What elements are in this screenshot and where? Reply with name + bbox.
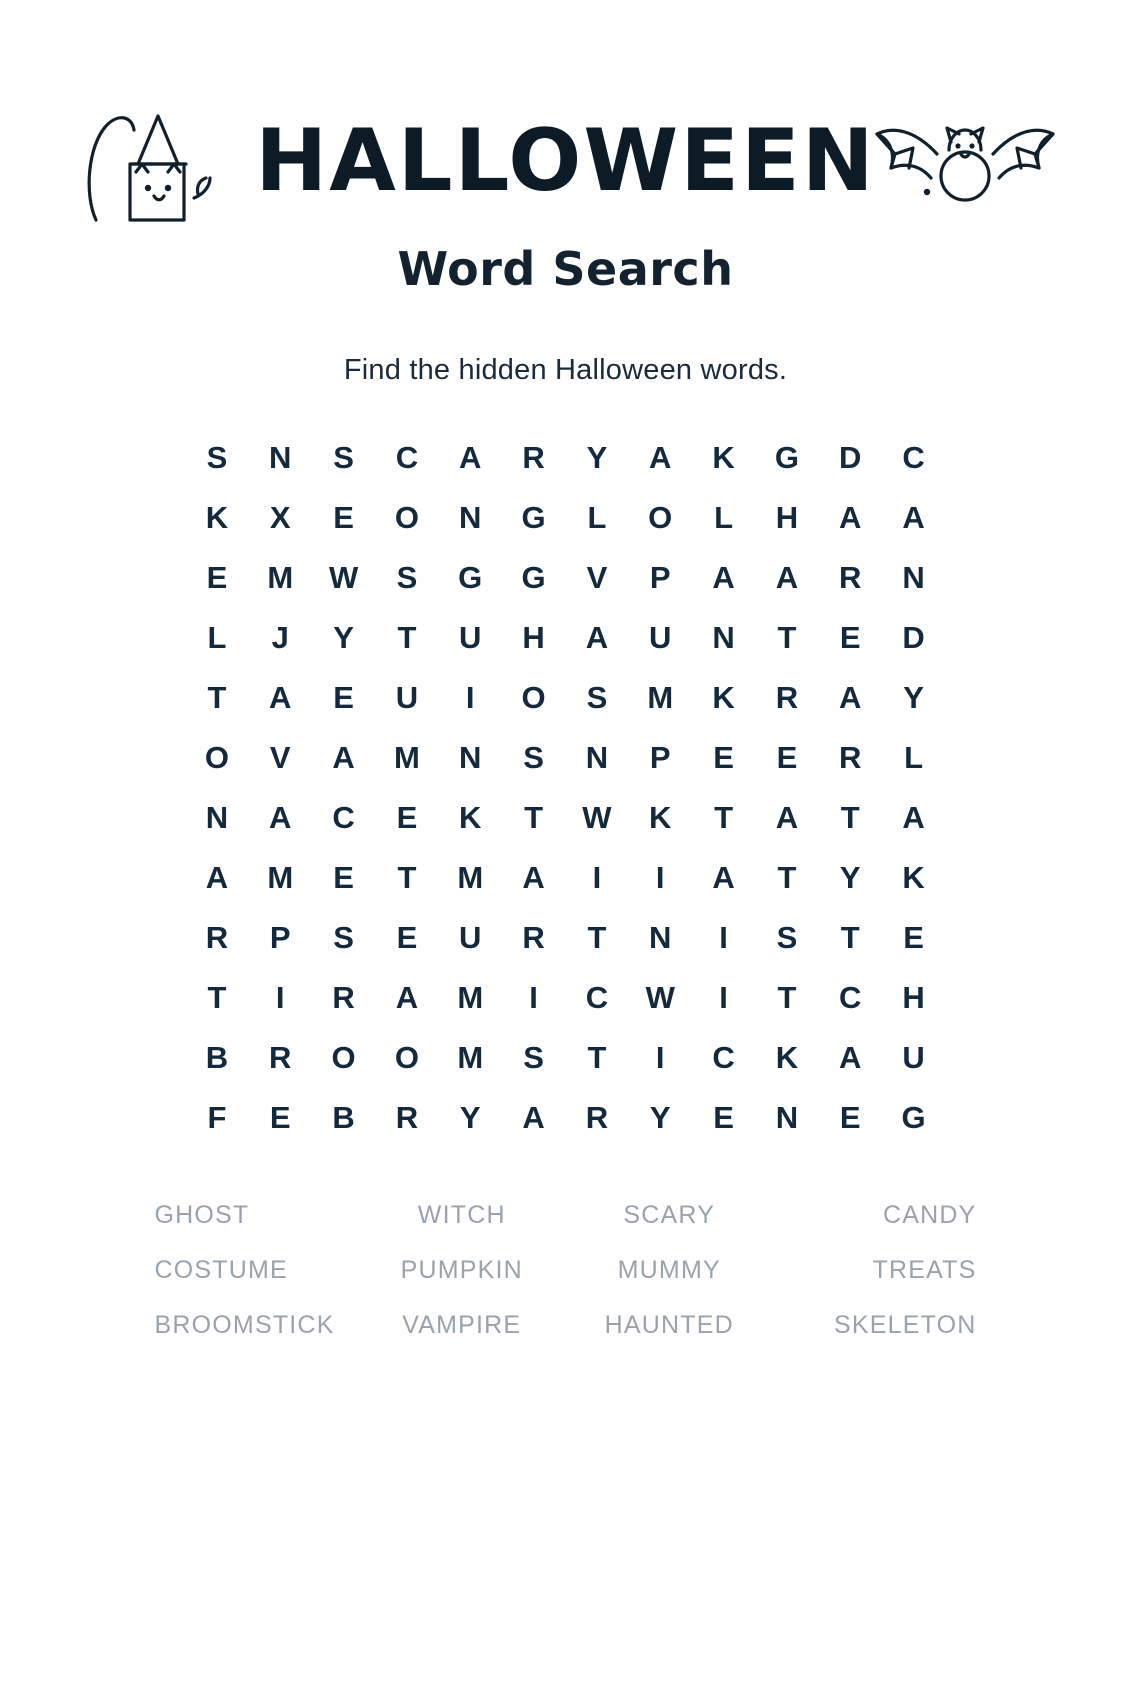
word-list-item: SKELETON — [833, 1311, 977, 1339]
word-list-item: PUMPKIN — [400, 1256, 523, 1284]
word-list-item: TREATS — [872, 1256, 977, 1284]
grid-cell[interactable]: S — [523, 1040, 545, 1075]
grid-cell[interactable]: A — [269, 800, 292, 835]
grid-cell[interactable]: K — [712, 680, 736, 715]
grid-cell[interactable]: T — [524, 800, 544, 835]
grid-cell[interactable]: R — [332, 980, 356, 1015]
grid-cell[interactable]: D — [839, 440, 862, 475]
grid-cell[interactable]: C — [712, 1040, 736, 1075]
grid-cell[interactable]: G — [774, 440, 800, 475]
grid-cell[interactable]: N — [649, 920, 672, 955]
grid-cell[interactable]: E — [333, 500, 355, 535]
grid-cell[interactable]: N — [585, 740, 609, 775]
grid-cell[interactable]: U — [649, 620, 672, 655]
worksheet-page — [0, 96, 1131, 1696]
grid-cell[interactable]: T — [840, 920, 861, 955]
grid-cell[interactable]: B — [332, 1100, 356, 1135]
grid-cell[interactable]: T — [714, 800, 734, 835]
grid-cell[interactable]: M — [457, 860, 484, 895]
grid-cell[interactable]: C — [585, 980, 609, 1015]
grid-cell[interactable]: W — [645, 980, 676, 1015]
grid-cell[interactable]: M — [457, 980, 484, 1015]
header — [0, 96, 1131, 226]
grid-cell[interactable]: S — [396, 560, 418, 595]
grid-cell[interactable]: W — [328, 560, 359, 595]
grid-cell[interactable]: L — [904, 740, 924, 775]
grid-cell[interactable]: R — [839, 740, 862, 775]
page-subtitle: Word Search — [397, 242, 734, 296]
grid-cell[interactable]: A — [269, 680, 292, 715]
grid-cell[interactable]: K — [712, 440, 736, 475]
grid-cell[interactable]: N — [775, 1100, 799, 1135]
grid-cell[interactable]: U — [395, 680, 419, 715]
grid-cell[interactable]: S — [206, 440, 228, 475]
grid-cell[interactable]: O — [394, 500, 420, 535]
grid-cell[interactable]: T — [587, 1040, 607, 1075]
instruction-text: Find the hidden Halloween words. — [343, 354, 788, 386]
grid-cell[interactable]: E — [333, 680, 355, 715]
grid-cell[interactable]: L — [587, 500, 607, 535]
grid-cell[interactable]: O — [204, 740, 230, 775]
grid-cell[interactable]: C — [902, 440, 926, 475]
grid-cell[interactable]: A — [775, 560, 799, 595]
grid-cell[interactable]: O — [394, 1040, 420, 1075]
grid-cell[interactable]: H — [775, 500, 799, 535]
word-list-item: GHOST — [154, 1201, 250, 1229]
grid-cell[interactable]: I — [719, 980, 729, 1015]
grid-cell[interactable]: E — [396, 800, 418, 835]
grid-cell[interactable]: A — [459, 440, 482, 475]
grid-cell[interactable]: X — [269, 500, 292, 535]
grid-cell[interactable]: N — [459, 740, 482, 775]
grid-cell[interactable]: L — [207, 620, 227, 655]
grid-cell[interactable]: A — [839, 500, 862, 535]
grid-cell[interactable]: S — [586, 680, 608, 715]
grid-cell[interactable]: R — [522, 920, 546, 955]
grid-cell[interactable]: M — [393, 740, 421, 775]
grid-cell[interactable]: T — [777, 980, 797, 1015]
grid-cell[interactable]: A — [775, 800, 799, 835]
grid-cell[interactable]: B — [205, 1040, 229, 1075]
word-list-item: MUMMY — [617, 1256, 721, 1284]
grid-cell[interactable]: P — [649, 560, 672, 595]
grid-cell[interactable]: E — [839, 1100, 862, 1135]
grid-cell[interactable]: H — [902, 980, 926, 1015]
grid-cell[interactable]: A — [712, 860, 736, 895]
grid-cell[interactable]: E — [839, 620, 862, 655]
grid-cell[interactable]: R — [775, 680, 799, 715]
grid-cell[interactable]: I — [529, 980, 539, 1015]
grid-cell[interactable]: T — [840, 800, 861, 835]
grid-cell[interactable]: O — [648, 500, 673, 535]
grid-cell[interactable]: O — [521, 680, 547, 715]
word-list — [151, 1201, 981, 1340]
grid-cell[interactable]: K — [459, 800, 482, 835]
grid-cell[interactable]: N — [712, 620, 736, 655]
grid-cell[interactable]: E — [713, 1100, 735, 1135]
word-list-item: HAUNTED — [604, 1311, 734, 1339]
grid-cell[interactable]: N — [269, 440, 292, 475]
grid-cell[interactable]: S — [333, 440, 355, 475]
grid-cell[interactable]: T — [207, 980, 227, 1015]
grid-cell[interactable]: A — [395, 980, 419, 1015]
grid-cell[interactable]: N — [205, 800, 229, 835]
cat-witch-icon — [78, 102, 228, 247]
grid-cell[interactable]: L — [714, 500, 734, 535]
grid-cell[interactable]: Y — [903, 680, 925, 715]
grid-cell[interactable]: S — [523, 740, 545, 775]
grid-cell[interactable]: G — [521, 500, 547, 535]
grid-cell[interactable]: M — [457, 1040, 484, 1075]
page-title: HALLOWEEN — [255, 111, 876, 211]
grid-cell[interactable]: V — [586, 560, 608, 595]
grid-cell[interactable]: R — [522, 440, 546, 475]
grid-cell[interactable]: A — [712, 560, 736, 595]
grid-cell[interactable]: A — [902, 500, 926, 535]
grid-cell[interactable]: U — [459, 620, 482, 655]
grid-cell[interactable]: Y — [649, 1100, 672, 1135]
grid-cell[interactable]: Y — [333, 620, 355, 655]
grid-cell[interactable]: I — [655, 1040, 666, 1075]
grid-cell[interactable]: Y — [459, 1100, 482, 1135]
grid-cell[interactable]: A — [332, 740, 356, 775]
grid-cell[interactable]: P — [649, 740, 672, 775]
grid-cell[interactable]: V — [269, 740, 292, 775]
grid-cell[interactable]: K — [902, 860, 926, 895]
grid-cell[interactable]: Y — [586, 440, 608, 475]
grid-cell[interactable]: A — [522, 1100, 546, 1135]
word-list-item: VAMPIRE — [402, 1311, 522, 1339]
grid-cell[interactable]: A — [902, 800, 926, 835]
grid-cell[interactable]: I — [655, 860, 666, 895]
grid-cell[interactable]: O — [331, 1040, 357, 1075]
grid-cell[interactable]: G — [901, 1100, 927, 1135]
grid-cell[interactable]: M — [267, 560, 294, 595]
grid-cell[interactable]: C — [395, 440, 419, 475]
grid-cell[interactable]: C — [332, 800, 356, 835]
grid-cell[interactable]: F — [207, 1100, 227, 1135]
bat-icon — [865, 110, 1065, 225]
grid-cell[interactable]: N — [459, 500, 482, 535]
grid-cell[interactable]: T — [397, 860, 417, 895]
grid-cell[interactable]: R — [839, 560, 862, 595]
grid-cell[interactable]: I — [275, 980, 286, 1015]
grid-cell[interactable]: I — [719, 920, 729, 955]
grid-cell[interactable]: E — [776, 740, 798, 775]
word-search-grid[interactable] — [186, 439, 946, 1137]
grid-cell[interactable]: J — [271, 620, 290, 655]
grid-cell[interactable]: E — [396, 920, 418, 955]
grid-cell[interactable]: G — [458, 560, 483, 595]
grid-cell[interactable]: G — [521, 560, 547, 595]
grid-cell[interactable]: S — [776, 920, 798, 955]
grid-cell[interactable]: M — [647, 680, 674, 715]
grid-cell[interactable]: I — [465, 680, 476, 715]
grid-cell[interactable]: A — [839, 680, 862, 715]
grid-cell[interactable]: R — [269, 1040, 292, 1075]
grid-cell[interactable]: K — [205, 500, 229, 535]
grid-cell[interactable]: N — [902, 560, 926, 595]
grid-cell[interactable]: S — [333, 920, 355, 955]
grid-cell[interactable]: K — [649, 800, 672, 835]
grid-cell[interactable]: C — [839, 980, 862, 1015]
word-list-item: SCARY — [623, 1201, 716, 1229]
grid-cell[interactable]: T — [777, 620, 797, 655]
grid-cell[interactable]: U — [459, 920, 482, 955]
grid-cell[interactable]: R — [395, 1100, 419, 1135]
grid-cell[interactable]: E — [333, 860, 355, 895]
grid-cell[interactable]: P — [269, 920, 292, 955]
grid-cell[interactable]: H — [522, 620, 546, 655]
grid-cell[interactable]: A — [522, 860, 546, 895]
grid-cell[interactable]: A — [205, 860, 229, 895]
grid-cell[interactable]: T — [397, 620, 417, 655]
grid-cell[interactable]: I — [592, 860, 602, 895]
grid-cell[interactable]: M — [267, 860, 294, 895]
grid-cell[interactable]: E — [713, 740, 735, 775]
grid-cell[interactable]: R — [585, 1100, 609, 1135]
grid-cell[interactable]: E — [903, 920, 925, 955]
grid-cell[interactable]: T — [777, 860, 797, 895]
grid-cell[interactable]: U — [902, 1040, 926, 1075]
grid-cell[interactable]: A — [839, 1040, 862, 1075]
grid-cell[interactable]: D — [902, 620, 926, 655]
grid-cell[interactable]: R — [205, 920, 229, 955]
word-list-item: BROOMSTICK — [154, 1311, 335, 1339]
grid-cell[interactable]: A — [649, 440, 672, 475]
word-list-item: COSTUME — [154, 1256, 288, 1284]
grid-cell[interactable]: T — [207, 680, 227, 715]
word-list-item: CANDY — [882, 1201, 977, 1229]
grid-cell[interactable]: T — [587, 920, 607, 955]
grid-cell[interactable]: K — [775, 1040, 799, 1075]
grid-cell[interactable]: A — [585, 620, 609, 655]
grid-cell[interactable]: E — [206, 560, 228, 595]
grid-cell[interactable]: W — [582, 800, 613, 835]
word-list-item: WITCH — [417, 1201, 506, 1229]
grid-cell[interactable]: Y — [839, 860, 862, 895]
grid-cell[interactable]: E — [269, 1100, 292, 1135]
